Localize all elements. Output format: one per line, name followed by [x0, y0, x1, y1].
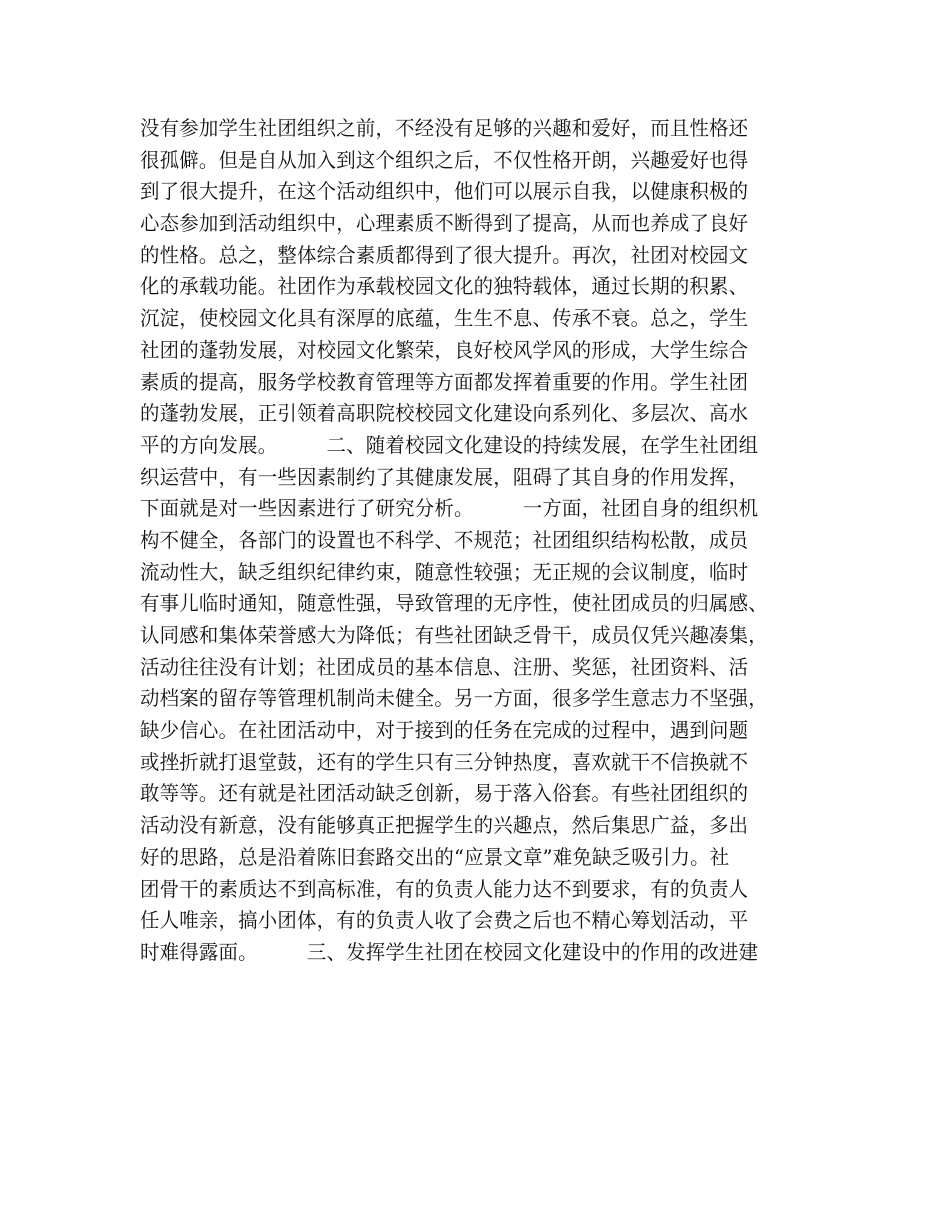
text-line: 沉淀，使校园文化具有深厚的底蕴，生生不息、传承不衰。总之，学生 — [140, 306, 749, 331]
text-line: 有事儿临时通知，随意性强，导致管理的无序性，使社团成员的归属感、 — [140, 591, 768, 616]
text-line: 认同感和集体荣誉感大为降低；有些社团缺乏骨干，成员仅凭兴趣凑集， — [140, 623, 768, 647]
text-line: 到了很大提升，在这个活动组织中，他们可以展示自我，以健康积极的 — [140, 179, 749, 204]
text-line: 或挫折就打退堂鼓，还有的学生只有三分钟热度，喜欢就干不信换就不 — [140, 749, 749, 774]
text-line: 敢等等。还有就是社团活动缺乏创新，易于落入俗套。有些社团组织的 — [140, 781, 749, 806]
text-line: 织运营中，有一些因素制约了其健康发展，阻碍了其自身的作用发挥， — [140, 464, 749, 489]
text-line: 活动往往没有计划；社团成员的基本信息、注册、奖惩，社团资料、活 — [140, 654, 749, 679]
text-line: 平的方向发展。 二、随着校园文化建设的持续发展，在学生社团组 — [140, 432, 759, 457]
text-line: 下面就是对一些因素进行了研究分析。 一方面，社团自身的组织机 — [140, 496, 759, 521]
text-line: 动档案的留存等管理机制尚未健全。另一方面，很多学生意志力不坚强， — [140, 686, 768, 711]
text-line: 很孤僻。但是自从加入到这个组织之后，不仅性格开朗，兴趣爱好也得 — [140, 147, 749, 172]
text-line: 构不健全，各部门的设置也不科学、不规范；社团组织结构松散，成员 — [140, 527, 749, 552]
text-line: 流动性大，缺乏组织纪律约束，随意性较强；无正规的会议制度，临时 — [140, 559, 749, 584]
text-line: 缺少信心。在社团活动中，对于接到的任务在完成的过程中，遇到问题 — [140, 718, 749, 743]
text-line: 好的思路，总是沿着陈旧套路交出的“应景文章”难免缺乏吸引力。社 — [140, 844, 730, 869]
text-line: 的蓬勃发展，正引领着高职院校校园文化建设向系列化、多层次、高水 — [140, 401, 749, 426]
text-line: 团骨干的素质达不到高标准，有的负责人能力达不到要求，有的负责人 — [140, 876, 749, 901]
text-line: 没有参加学生社团组织之前，不经没有足够的兴趣和爱好，而且性格还 — [140, 116, 749, 140]
text-line: 心态参加到活动组织中，心理素质不断得到了提高，从而也养成了良好 — [140, 211, 749, 236]
body-text — [140, 113, 840, 969]
text-line: 活动没有新意，没有能够真正把握学生的兴趣点，然后集思广益，多出 — [140, 813, 749, 838]
text-line: 素质的提高，服务学校教育管理等方面都发挥着重要的作用。学生社团 — [140, 369, 749, 394]
text-line: 的性格。总之，整体综合素质都得到了很大提升。再次，社团对校园文 — [140, 242, 749, 267]
text-line: 时难得露面。 三、发挥学生社团在校园文化建设中的作用的改进建 — [140, 939, 759, 964]
text-line: 化的承载功能。社团作为承载校园文化的独特载体，通过长期的积累、 — [140, 274, 749, 299]
text-line: 任人唯亲，搞小团体，有的负责人收了会费之后也不精心筹划活动，平 — [140, 908, 749, 933]
text-line: 社团的蓬勃发展，对校园文化繁荣，良好校风学风的形成，大学生综合 — [140, 337, 749, 362]
